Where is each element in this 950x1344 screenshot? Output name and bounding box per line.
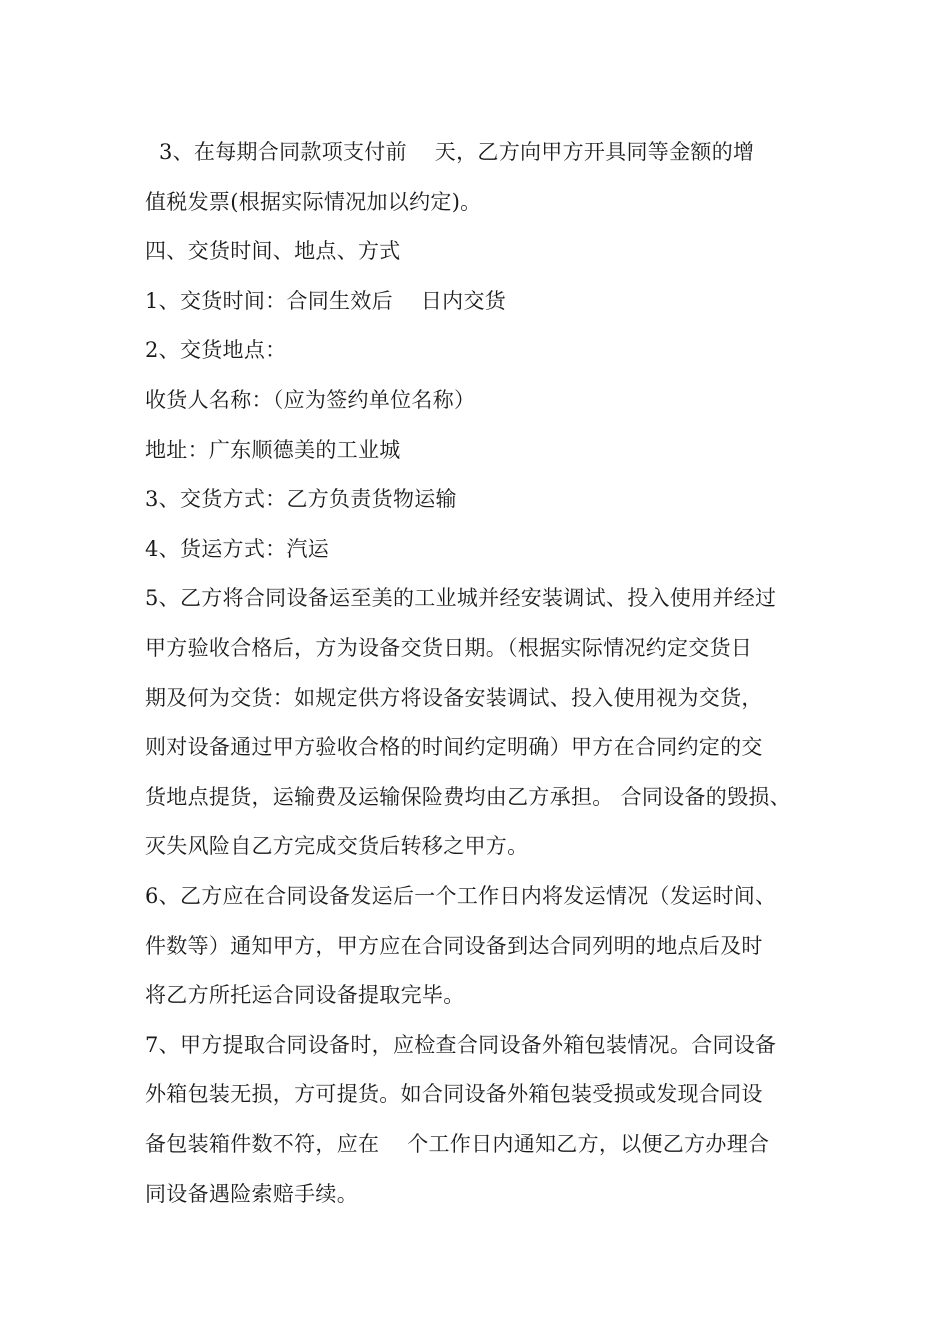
delivery-time-item: 1、交货时间：合同生效后 日内交货 (145, 289, 507, 313)
clause-7-line-3: 备包装箱件数不符，应在 个工作日内通知乙方，以便乙方办理合 (145, 1132, 770, 1156)
section-4-heading: 四、交货时间、地点、方式 (145, 239, 401, 263)
clause-3-invoice-line-1: 3、在每期合同款项支付前 天，乙方向甲方开具同等金额的增 (145, 140, 755, 164)
clause-7-line-2: 外箱包装无损，方可提货。如合同设备外箱包装受损或发现合同设 (145, 1082, 763, 1106)
clause-5-line-3: 期及何为交货：如规定供方将设备安装调试、投入使用视为交货， (145, 686, 763, 710)
delivery-place-item: 2、交货地点： (145, 338, 287, 362)
clause-5-line-2: 甲方验收合格后，方为设备交货日期。（根据实际情况约定交货日 (145, 636, 753, 660)
transport-mode-item: 4、货运方式：汽运 (145, 537, 330, 561)
clause-7-line-1: 7、甲方提取合同设备时，应检查合同设备外箱包装情况。合同设备 (145, 1033, 777, 1057)
clause-7-line-4: 同设备遇险索赔手续。 (145, 1182, 358, 1206)
clause-5-line-5: 货地点提货，运输费及运输保险费均由乙方承担。 合同设备的毁损、 (145, 785, 791, 809)
consignee-name-line: 收货人名称：（应为签约单位名称） (145, 388, 476, 412)
clause-5-line-1: 5、乙方将合同设备运至美的工业城并经安装调试、投入使用并经过 (145, 586, 777, 610)
clause-6-line-2: 件数等）通知甲方，甲方应在合同设备到达合同列明的地点后及时 (145, 934, 763, 958)
clause-6-line-1: 6、乙方应在合同设备发运后一个工作日内将发运情况（发运时间、 (145, 884, 777, 908)
address-line: 地址：广东顺德美的工业城 (145, 438, 401, 462)
delivery-method-item: 3、交货方式：乙方负责货物运输 (145, 487, 457, 511)
clause-6-line-3: 将乙方所托运合同设备提取完毕。 (145, 983, 465, 1007)
clause-5-line-6: 灭失风险自乙方完成交货后转移之甲方。 (145, 834, 529, 858)
clause-3-invoice-line-2: 值税发票(根据实际情况加以约定)。 (145, 190, 482, 214)
clause-5-line-4: 则对设备通过甲方验收合格的时间约定明确）甲方在合同约定的交 (145, 735, 763, 759)
